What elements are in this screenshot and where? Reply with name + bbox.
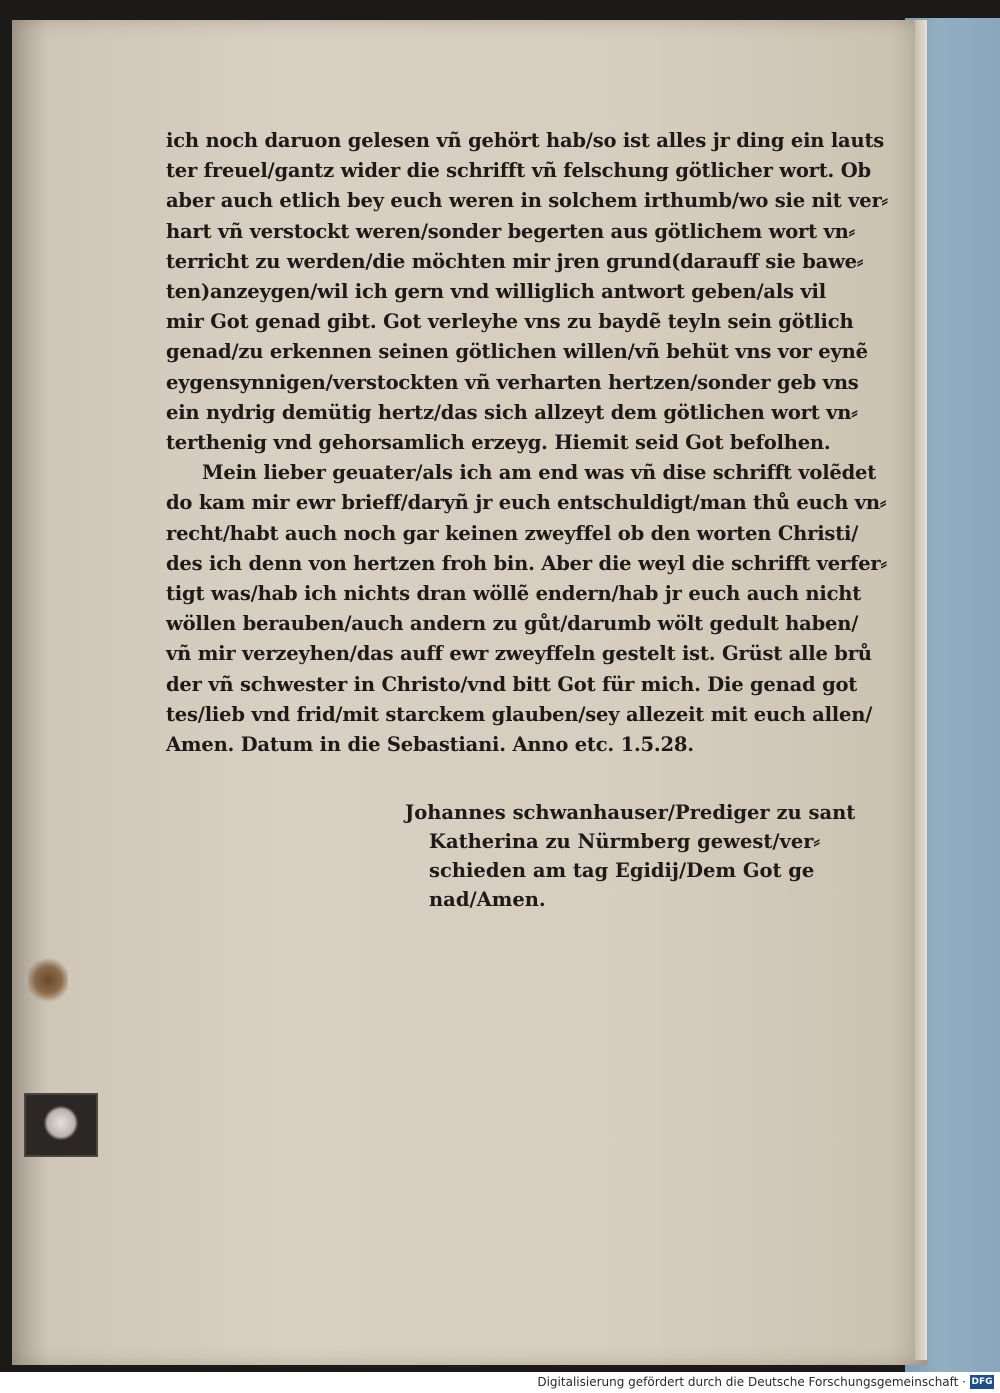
text-line: tigt was/hab ich nichts dran wöllẽ endern/hab jr euch auch nicht bbox=[166, 582, 862, 606]
text-line: ein nydrig demütig hertz/das sich allzeyt dem götlichen wort vn⸗ bbox=[166, 400, 858, 424]
page-damage-hole bbox=[24, 1093, 98, 1157]
text-line: des ich denn von hertzen froh bin. Aber die weyl die schrifft verfer⸗ bbox=[166, 551, 887, 575]
text-line: aber auch etlich bey euch weren in solchem irthumb/wo sie nit ver⸗ bbox=[166, 189, 888, 213]
text-line: recht/habt auch noch gar keinen zweyffel ob den worten Christi/ bbox=[166, 521, 859, 545]
text-line: terthenig vnd gehorsamlich erzeyg. Hiemit seid Got befolhen. bbox=[166, 431, 831, 455]
text-line: hart vñ verstockt weren/sonder begerten aus götlichem wort vn⸗ bbox=[166, 219, 855, 243]
footer-bar bbox=[0, 1372, 1000, 1393]
text-line: genad/zu erkennen seinen götlichen willen/vñ behüt vns vor eynẽ bbox=[166, 340, 868, 364]
paragraph-1 bbox=[166, 126, 906, 458]
signature-line: Katherina zu Nürmberg gewest/ver⸗ bbox=[429, 830, 820, 853]
paragraph-2 bbox=[166, 458, 906, 760]
signature-line: Johannes schwanhauser/Prediger zu sant bbox=[405, 801, 856, 824]
text-line: mir Got genad gibt. Got verleyhe vns zu baydẽ teyln sein götlich bbox=[166, 310, 854, 334]
text-line: Mein lieber geuater/als ich am end was vñ dise schrifft volẽdet bbox=[202, 461, 877, 485]
text-line: Amen. Datum in die Sebastiani. Anno etc. 1.5.28. bbox=[166, 733, 694, 757]
main-text bbox=[166, 126, 906, 760]
text-line: do kam mir ewr brieff/daryñ jr euch entschuldigt/man thů euch vn⸗ bbox=[166, 491, 887, 515]
signature-line: schieden am tag Egidij/Dem Got ge bbox=[429, 859, 815, 882]
dfg-logo-icon: DFG bbox=[971, 1377, 993, 1387]
signature-block bbox=[405, 798, 885, 914]
text-line: ter freuel/gantz wider die schrifft vñ felschung götlicher wort. Ob bbox=[166, 159, 871, 183]
paper-stain bbox=[28, 958, 68, 1002]
text-line: terricht zu werden/die möchten mir jren grund(darauff sie bawe⸗ bbox=[166, 249, 864, 273]
text-line: wöllen berauben/auch andern zu gůt/darumb wölt gedult haben/ bbox=[166, 612, 859, 636]
text-line: vñ mir verzeyhen/das auff ewr zweyffeln gestelt ist. Grüst alle brů bbox=[166, 642, 872, 666]
text-line: ten)anzeygen/wil ich gern vnd williglich antwort geben/als vil bbox=[166, 280, 826, 304]
text-line: eygensynnigen/verstockten vñ verharten hertzen/sonder geb vns bbox=[166, 370, 859, 394]
text-line: der vñ schwester in Christo/vnd bitt Got für mich. Die genad got bbox=[166, 672, 858, 696]
text-line: ich noch daruon gelesen vñ gehört hab/so ist alles jr ding ein lauts bbox=[166, 129, 885, 152]
funding-credit: Digitalisierung gefördert durch die Deutsche Forschungsgemeinschaft · bbox=[537, 1375, 966, 1389]
page-edge bbox=[915, 20, 927, 1360]
signature-line: nad/Amen. bbox=[429, 888, 546, 911]
text-line: tes/lieb vnd frid/mit starckem glauben/sey allezeit mit euch allen/ bbox=[166, 702, 873, 726]
